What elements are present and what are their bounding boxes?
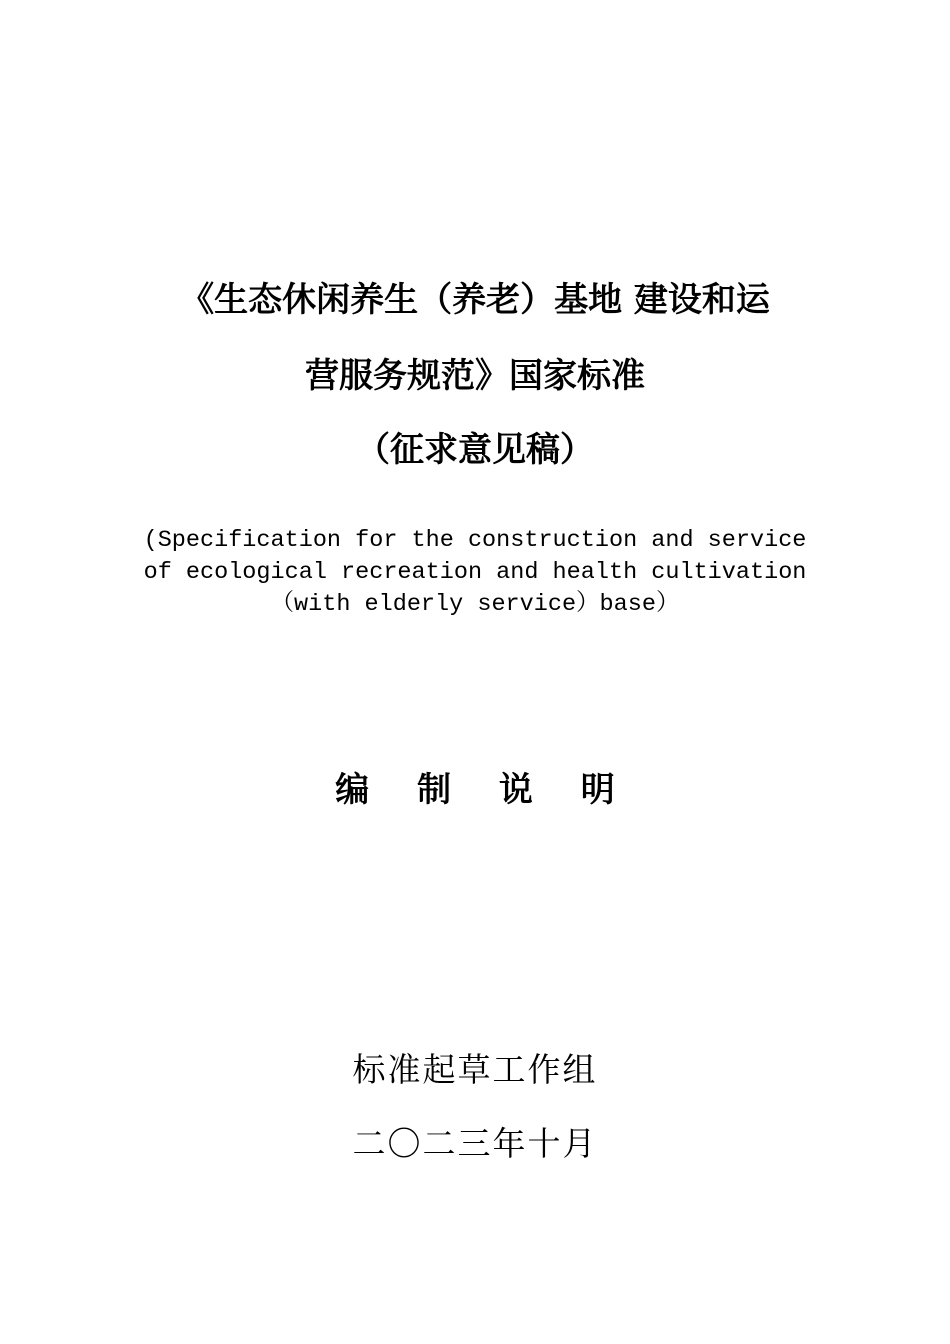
document-date: 二〇二三年十月 — [352, 1124, 598, 1163]
title-line-2: 营服务规范》国家标准 — [305, 356, 645, 396]
english-title-line-3: （with elderly service）base） — [270, 591, 680, 618]
author-group: 标准起草工作组 — [352, 1050, 598, 1089]
title-line-3-draft-note: （征求意见稿） — [356, 430, 594, 470]
english-title-line-2: of ecological recreation and health cultivation — [143, 559, 807, 586]
english-title-line-1: (Specification for the construction and service — [143, 527, 807, 554]
title-line-1: 《生态休闲养生（养老）基地 建设和运 — [180, 280, 770, 320]
section-heading: 编 制 说 明 — [335, 770, 633, 810]
